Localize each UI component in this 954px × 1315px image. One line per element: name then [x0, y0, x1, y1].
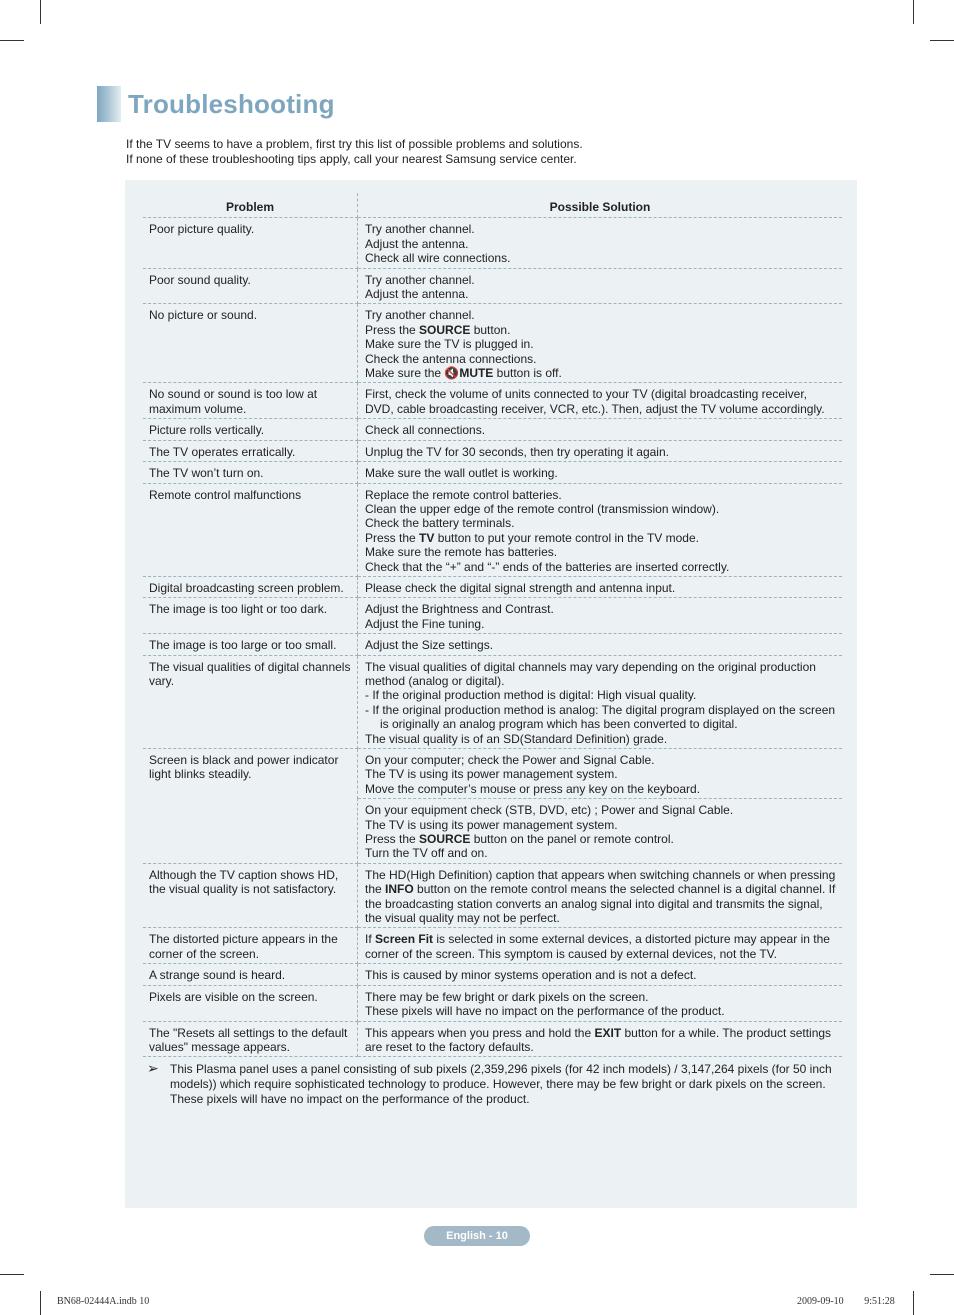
- table-row: [143, 964, 842, 985]
- solution-line: Adjust the Brightness and Contrast.: [365, 602, 554, 617]
- solution-cell: [358, 383, 843, 419]
- solution-line: On your equipment check (STB, DVD, etc) ; Power and Signal Cable.: [365, 803, 734, 818]
- crop-mark: [0, 40, 24, 41]
- solution-line: Try another channel.: [365, 308, 475, 323]
- solution-line: Check the antenna connections.: [365, 351, 537, 366]
- problem-cell: Although the TV caption shows HD, the visual quality is not satisfactory.: [143, 863, 358, 928]
- table-row: [143, 218, 842, 268]
- problem-cell: The TV operates erratically.: [143, 440, 358, 461]
- solution-line: Move the computer’s mouse or press any key on the keyboard.: [365, 781, 701, 796]
- solution-cell: [358, 749, 843, 799]
- crop-mark: [0, 1274, 24, 1275]
- solution-line: Press the SOURCE button.: [365, 322, 511, 337]
- problem-cell: Poor picture quality.: [143, 218, 358, 268]
- table-row: [143, 304, 842, 383]
- crop-mark: [930, 1274, 954, 1275]
- problem-cell: Pixels are visible on the screen.: [143, 985, 358, 1021]
- solution-line: Check all connections.: [365, 423, 486, 438]
- solution-line: Adjust the antenna.: [365, 287, 469, 302]
- crop-mark: [913, 0, 914, 24]
- note-text: This Plasma panel uses a panel consisting of sub pixels (2,359,296 pixels (for 42 inch models) / 3,147,264 pixels (for 50 inch models)) which require sophisticated technology to produce. However, there may be few bright or dark pixels on the screen. These pixels will have no impact on the performance of the product.: [170, 1062, 832, 1106]
- solution-line: The visual quality is of an SD(Standard Definition) grade.: [365, 731, 668, 746]
- solution-line: Make sure the remote has batteries.: [365, 545, 558, 560]
- solution-line: On your computer; check the Power and Signal Cable.: [365, 753, 655, 767]
- intro-line: If none of these troubleshooting tips apply, call your nearest Samsung service center.: [126, 152, 577, 166]
- table-row: [143, 440, 842, 461]
- solution-line: If Screen Fit is selected in some external devices, a distorted picture may appear in the corner of the screen. This symptom is caused by external devices, not the TV.: [365, 932, 830, 961]
- solution-line: Make sure the wall outlet is working.: [365, 466, 558, 481]
- table-row: [143, 576, 842, 597]
- solution-line: Try another channel.: [365, 222, 475, 237]
- problem-cell: Poor sound quality.: [143, 268, 358, 304]
- table-row: [143, 483, 842, 576]
- solution-line: This appears when you press and hold the EXIT button for a while. The product settings are reset to the factory defaults.: [365, 1025, 832, 1054]
- solution-cell: [358, 483, 843, 576]
- page-number-badge: English - 10: [424, 1226, 530, 1246]
- crop-mark: [930, 40, 954, 41]
- column-header-solution: Possible Solution: [358, 193, 843, 218]
- page-title: Troubleshooting: [128, 89, 335, 119]
- solution-line: Make sure the 🔇MUTE button is off.: [365, 366, 562, 381]
- solution-cell: [358, 985, 843, 1021]
- footer-file-info: BN68-02444A.indb 10: [57, 1296, 150, 1307]
- solution-line: Adjust the Size settings.: [365, 638, 494, 653]
- problem-cell: The image is too light or too dark.: [143, 598, 358, 634]
- note-arrow-icon: ➢: [147, 1060, 159, 1076]
- solution-cell: [358, 576, 843, 597]
- pixel-note: [147, 1062, 847, 1107]
- solution-line: Turn the TV off and on.: [365, 846, 488, 861]
- solution-line: Check all wire connections.: [365, 251, 511, 266]
- problem-cell: Digital broadcasting screen problem.: [143, 576, 358, 597]
- problem-cell: No sound or sound is too low at maximum volume.: [143, 383, 358, 419]
- table-body: [143, 218, 842, 1057]
- solution-cell: [358, 863, 843, 928]
- solution-cell: [358, 928, 843, 964]
- intro-line: If the TV seems to have a problem, first try this list of possible problems and solutions.: [126, 137, 583, 151]
- solution-line: First, check the volume of units connected to your TV (digital broadcasting receiver, DVD, cable broadcasting receiver, VCR, etc.). Then, adjust the TV volume accordingly.: [365, 387, 825, 416]
- problem-cell: The visual qualities of digital channels vary.: [143, 655, 358, 748]
- table-row: [143, 985, 842, 1021]
- solution-line: Please check the digital signal strength and antenna input.: [365, 580, 676, 595]
- solution-cell: [358, 598, 843, 634]
- solution-cell: [358, 964, 843, 985]
- title-accent-bar: [97, 86, 121, 122]
- solution-line: Check that the “+” and “-” ends of the batteries are inserted correctly.: [365, 559, 730, 574]
- table-row: [143, 419, 842, 440]
- crop-mark: [40, 1291, 41, 1315]
- solution-cell: [358, 268, 843, 304]
- table-row: [143, 928, 842, 964]
- problem-cell: Screen is black and power indicator light blinks steadily.: [143, 749, 358, 864]
- problem-cell: The distorted picture appears in the corner of the screen.: [143, 928, 358, 964]
- solution-line: There may be few bright or dark pixels on the screen.: [365, 989, 649, 1004]
- problem-cell: The "Resets all settings to the default values" message appears.: [143, 1021, 358, 1057]
- column-header-problem: Problem: [143, 193, 358, 218]
- table-row: [143, 383, 842, 419]
- solution-line: Replace the remote control batteries.: [365, 487, 562, 502]
- solution-line: Try another channel.: [365, 272, 475, 287]
- solution-cell: [358, 218, 843, 268]
- table-row: [143, 634, 842, 655]
- solution-line: - If the original production method is digital: High visual quality.: [365, 688, 697, 703]
- table-header-row: [143, 193, 842, 218]
- solution-line: Unplug the TV for 30 seconds, then try operating it again.: [365, 444, 669, 459]
- problem-cell: No picture or sound.: [143, 304, 358, 383]
- solution-cell: [358, 1021, 843, 1057]
- solution-line: These pixels will have no impact on the performance of the product.: [365, 1004, 725, 1019]
- solution-cell: [358, 419, 843, 440]
- solution-line: The visual qualities of digital channels may vary depending on the original production method (analog or digital).: [365, 659, 816, 688]
- solution-line: Check the battery terminals.: [365, 516, 515, 531]
- solution-cell: [358, 304, 843, 383]
- problem-cell: Picture rolls vertically.: [143, 419, 358, 440]
- solution-line: The TV is using its power management system.: [365, 767, 618, 782]
- table-row: [143, 749, 842, 799]
- table-row: [143, 655, 842, 748]
- table-row: [143, 598, 842, 634]
- troubleshooting-table: [143, 193, 842, 1057]
- crop-mark: [40, 0, 41, 24]
- solution-line: Make sure the TV is plugged in.: [365, 337, 534, 352]
- solution-cell: [358, 634, 843, 655]
- solution-line: - If the original production method is analog: The digital program displayed on the screen is originally an analog program which has been converted to digital.: [365, 702, 836, 732]
- solution-cell: [358, 462, 843, 483]
- solution-line: The HD(High Definition) caption that appears when switching channels or when pressing the INFO button on the remote control means the selected channel is a digital channel. If the broadcasting station converts an analog signal into digital and transmits the signal, the visual quality may not be perfect.: [365, 867, 836, 926]
- solution-cell: [358, 440, 843, 461]
- solution-line: Clean the upper edge of the remote control (transmission window).: [365, 501, 720, 516]
- table-row: [143, 863, 842, 928]
- solution-line: Press the SOURCE button on the panel or remote control.: [365, 832, 674, 847]
- intro-text: [126, 137, 583, 167]
- troubleshooting-panel: [125, 180, 857, 1208]
- problem-cell: Remote control malfunctions: [143, 483, 358, 576]
- mute-icon: 🔇MUTE: [444, 366, 494, 381]
- footer-timestamp: 2009-09-10    9:51:28: [797, 1296, 895, 1307]
- solution-line: Press the TV button to put your remote control in the TV mode.: [365, 530, 699, 545]
- solution-cell: [358, 799, 843, 864]
- crop-mark: [913, 1291, 914, 1315]
- problem-cell: A strange sound is heard.: [143, 964, 358, 985]
- solution-line: The TV is using its power management system.: [365, 817, 618, 832]
- table-row: [143, 462, 842, 483]
- table-row: [143, 1021, 842, 1057]
- solution-line: Adjust the antenna.: [365, 236, 469, 251]
- solution-line: This is caused by minor systems operation and is not a defect.: [365, 968, 697, 983]
- solution-cell: [358, 655, 843, 748]
- solution-line: Adjust the Fine tuning.: [365, 616, 485, 631]
- problem-cell: The TV won’t turn on.: [143, 462, 358, 483]
- problem-cell: The image is too large or too small.: [143, 634, 358, 655]
- table-row: [143, 268, 842, 304]
